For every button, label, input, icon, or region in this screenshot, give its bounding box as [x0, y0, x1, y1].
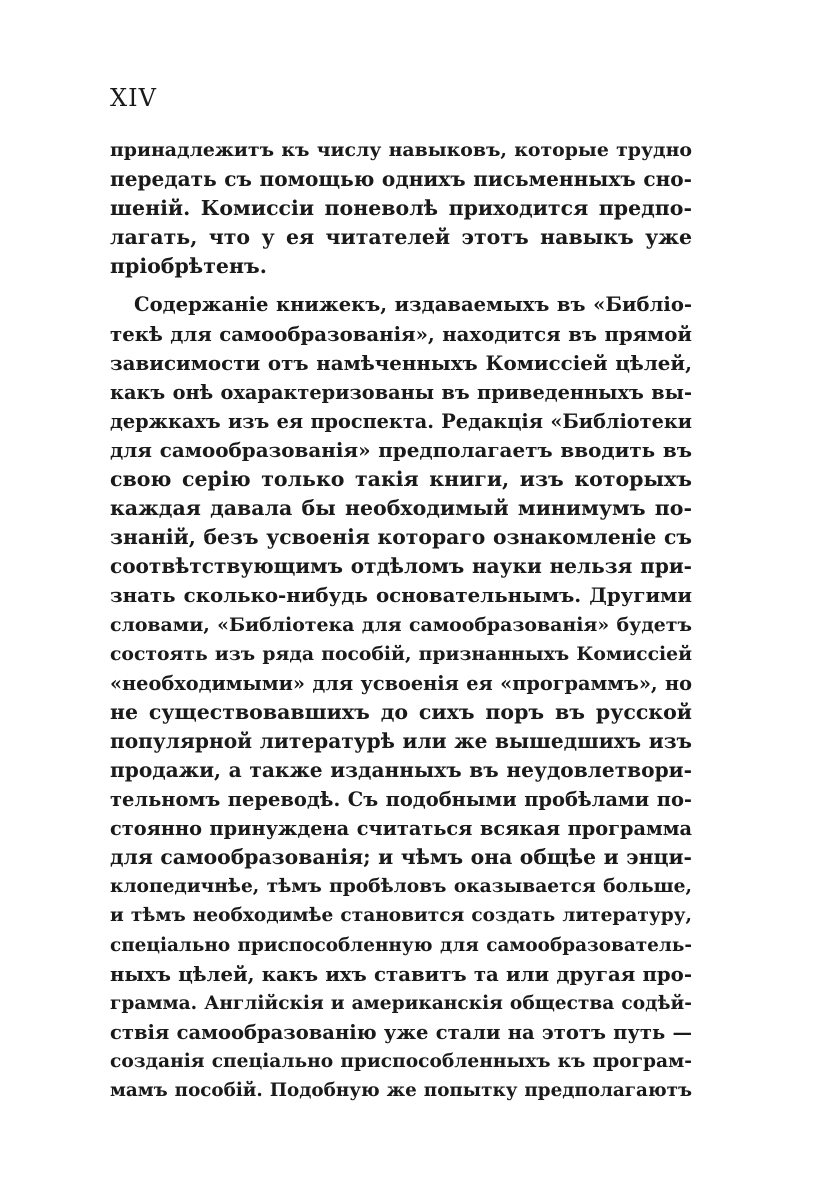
text-line: для самообразованія; и чѣмъ она общѣе и энци- — [110, 845, 692, 870]
text-line: тельномъ переводѣ. Съ подобными пробѣлами по- — [110, 788, 692, 812]
text-line: спеціально приспособленную для самообразователь- — [110, 934, 692, 956]
text-line: свою серію только такія книги, изъ которыхъ — [110, 467, 692, 492]
text-line: продажи, а также изданныхъ въ неудовлетвори- — [110, 757, 692, 782]
text-line: Содержаніе книжекъ, издаваемыхъ въ «Библіо- — [134, 293, 692, 317]
text-line: грамма. Англійскія и американскія общества содѣй- — [110, 992, 692, 1014]
text-line: каждая давала бы необходимый минимумъ по- — [110, 496, 692, 521]
text-line: стоянно принуждена считаться всякая программа — [110, 817, 692, 841]
text-line: знать сколько-нибудь основательнымъ. Другими — [110, 583, 692, 608]
text-line: ствія самообразованію уже стали на этотъ путь — — [110, 1020, 692, 1044]
text-line: держкахъ изъ ея проспекта. Редакція «Библіотеки — [110, 409, 692, 433]
text-line: словами, «Библіотека для самообразованія» будетъ — [110, 613, 692, 636]
text-line: популярной литературѣ или же вышедшихъ изъ — [110, 728, 692, 753]
text-line: мамъ пособій. Подобную же попытку предполагаютъ — [110, 1080, 692, 1101]
page-number: XIV — [110, 84, 157, 112]
text-line: соотвѣтствующимъ отдѣломъ науки нельзя при- — [110, 554, 692, 579]
text-line: принадлежитъ къ числу навыковъ, которые трудно — [110, 139, 692, 161]
text-line: не существовавшихъ до сихъ поръ въ русской — [110, 699, 692, 724]
text-line: зависимости отъ намѣченныхъ Комиссіей цѣлей, — [110, 350, 692, 375]
text-line: созданія спеціально приспособленныхъ къ програм- — [110, 1050, 692, 1072]
paragraph-gap — [110, 281, 692, 290]
text-line: текѣ для самообразованія», находится въ прямой — [110, 322, 692, 346]
text-line: пріобрѣтенъ. — [110, 254, 267, 279]
text-line: «необходимыми» для усвоенія ея «программъ», но — [110, 671, 692, 695]
text-line: какъ онѣ охарактеризованы въ приведенныхъ вы- — [110, 380, 692, 404]
text-line: ныхъ цѣлей, какъ ихъ ставитъ та или другая про- — [110, 962, 692, 986]
text-line: состоять изъ ряда пособій, признанныхъ Комиссіей — [110, 642, 692, 665]
body-text — [110, 136, 692, 1105]
text-line: и тѣмъ необходимѣе становится создать литературу, — [110, 905, 692, 927]
text-line: знаній, безъ усвоенія котораго ознакомленіе съ — [110, 525, 692, 550]
text-line: для самообразованія» предполагаетъ вводить въ — [110, 437, 692, 462]
text-line: передать съ помощью однихъ письменныхъ сно- — [110, 167, 692, 192]
text-line: лагать, что у ея читателей этотъ навыкъ уже — [110, 225, 692, 250]
text-line: клопедичнѣе, тѣмъ пробѣловъ оказывается больше, — [110, 876, 692, 898]
text-line: шеній. Комиссіи поневолѣ приходится предпо- — [110, 196, 692, 221]
